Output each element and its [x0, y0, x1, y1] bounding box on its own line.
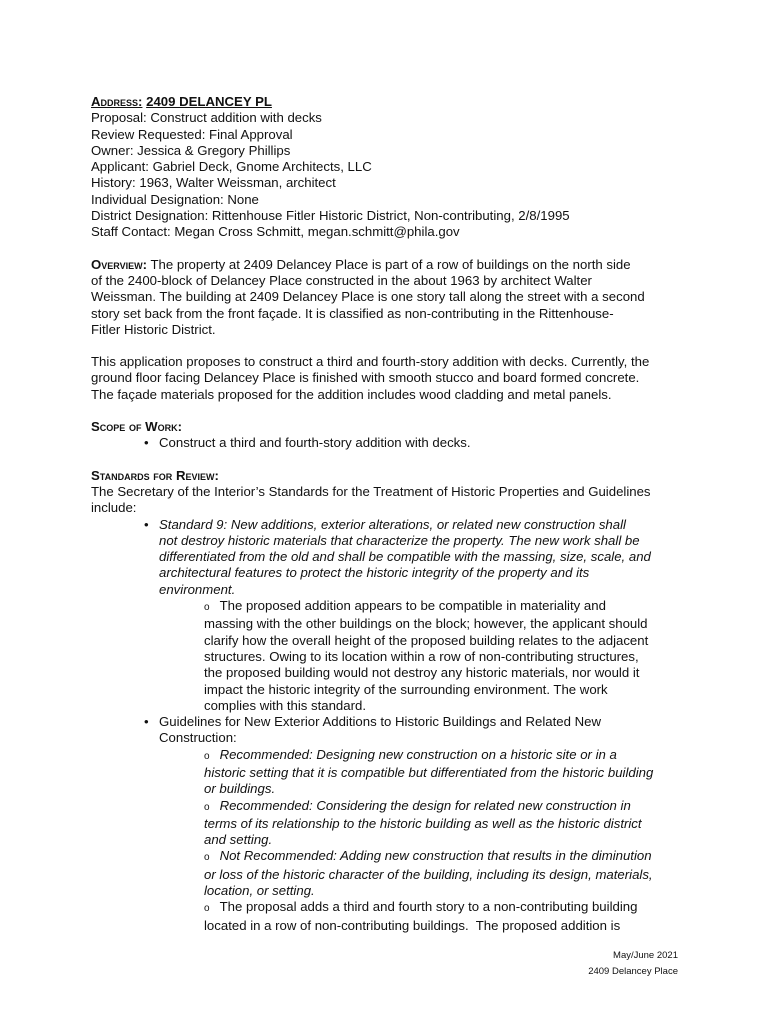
circle-marker: o [204, 801, 210, 813]
bullet-marker: • [144, 714, 149, 730]
address-value: 2409 DELANCEY PL [146, 94, 272, 109]
guidelines-line-2: Construction: [159, 730, 237, 746]
overview-line-2: of the 2400-block of Delancey Place constructed in the about 1963 by architect Walter [91, 272, 592, 288]
staff-contact-line: Staff Contact: Megan Cross Schmitt, megan.schmitt@phila.gov [91, 224, 460, 240]
overview-line-1 [91, 257, 691, 273]
owner-line: Owner: Jessica & Gregory Phillips [91, 142, 291, 158]
notrec-line-2: or loss of the historic character of the building, including its design, materials, [204, 866, 653, 882]
standard9-line-5: environment. [159, 581, 236, 597]
overview-label: Overview: [91, 256, 147, 272]
standard9-sub-line-5: the proposed building would not destroy any historic materials, nor would it [204, 665, 640, 681]
bullet-marker: • [144, 516, 149, 532]
bullet-marker: • [144, 435, 149, 451]
address-label: Address: [91, 94, 143, 109]
overview-line-4: story set back from the front façade. It is classified as non-contributing in the Rittenhouse- [91, 305, 614, 321]
notrec-line-3: location, or setting. [204, 883, 315, 899]
standard9-sub-item [91, 598, 691, 714]
standard9-sub-line-7: complies with this standard. [204, 697, 366, 713]
application-line-3: The façade materials proposed for the addition includes wood cladding and metal panels. [91, 386, 612, 402]
recommended-1-item [91, 747, 691, 798]
standard9-line-3: differentiated from the old and shall be compatible with the massing, size, scale, and [159, 549, 651, 565]
page-footer [588, 948, 678, 980]
history-line: History: 1963, Walter Weissman, architect [91, 175, 336, 191]
overview-line-5: Fitler Historic District. [91, 321, 216, 337]
guidelines-item [91, 714, 691, 747]
standard9-sub-line-6: impact the historic integrity of the surrounding environment. The work [204, 681, 608, 697]
scope-bullet-text: Construct a third and fourth-story addition with decks. [159, 435, 471, 451]
standard9-line-1 [91, 517, 691, 533]
applicant-line: Applicant: Gabriel Deck, Gnome Architects, LLC [91, 159, 372, 175]
document-body [91, 94, 691, 934]
recommended-2-item [91, 798, 691, 849]
standard9-sub-line-3: clarify how the overall height of the proposed building relates to the adjacent [204, 632, 649, 648]
standards-label: Standards for Review: [91, 467, 219, 483]
overview-text-1: The property at 2409 Delancey Place is part of a row of buildings on the north side [150, 256, 631, 272]
circle-marker: o [204, 903, 210, 915]
rec2-line-3: and setting. [204, 832, 273, 848]
rec2-text-1: Recommended: Considering the design for related new construction in [219, 797, 631, 813]
standard9-line-4: architectural features to protect the historic integrity of the property and its [159, 565, 590, 581]
proposal-line-2: located in a row of non-contributing buildings. The proposed addition is [204, 917, 621, 933]
standard9-line-2: not destroy historic materials that characterize the property. The new work shall be [159, 532, 640, 548]
rec1-line-1 [204, 747, 691, 765]
rec1-line-2: historic setting that it is compatible but differentiated from the historic building [204, 764, 654, 780]
rec1-line-3: or buildings. [204, 781, 276, 797]
address-line [91, 94, 691, 110]
district-designation-line: District Designation: Rittenhouse Fitler Historic District, Non-contributing, 2/8/1995 [91, 208, 570, 224]
circle-marker: o [204, 602, 210, 614]
standards-intro-1: The Secretary of the Interior’s Standards for the Treatment of Historic Properties and Guidelines [91, 483, 651, 499]
overview-line-3: Weissman. The building at 2409 Delancey Place is one story tall along the street with a second [91, 289, 645, 305]
standard9-sub-line-1 [204, 598, 691, 616]
not-recommended-item [91, 848, 691, 899]
guidelines-line-1 [91, 714, 691, 730]
standard9-item [91, 517, 691, 598]
scope-bullet-item [91, 435, 691, 451]
proposal-line-1 [204, 899, 691, 917]
notrec-text-1: Not Recommended: Adding new construction that results in the diminution [219, 848, 652, 864]
guidelines-text-1: Guidelines for New Exterior Additions to Historic Buildings and Related New [159, 714, 601, 730]
application-line-1: This application proposes to construct a third and fourth-story addition with decks. Currently, the [91, 354, 650, 370]
review-line: Review Requested: Final Approval [91, 126, 293, 142]
proposal-assessment-item [91, 899, 691, 934]
standards-intro-2: include: [91, 500, 137, 516]
application-line-2: ground floor facing Delancey Place is finished with smooth stucco and board formed concrete. [91, 370, 640, 386]
rec2-line-1 [204, 798, 691, 816]
standard9-sub-text-1: The proposed addition appears to be compatible in materiality and [219, 598, 606, 614]
circle-marker: o [204, 750, 210, 762]
proposal-line: Proposal: Construct addition with decks [91, 110, 322, 126]
proposal-text-1: The proposal adds a third and fourth story to a non-contributing building [219, 899, 638, 915]
rec1-text-1: Recommended: Designing new construction on a historic site or in a [219, 746, 617, 762]
standard9-sub-line-4: structures. Owing to its location within a row of non-contributing structures, [204, 648, 639, 664]
footer-date: May/June 2021 [613, 950, 678, 961]
circle-marker: o [204, 852, 210, 864]
scope-label: Scope of Work: [91, 419, 182, 435]
rec2-line-2: terms of its relationship to the historic building as well as the historic district [204, 815, 642, 831]
standard9-sub-line-2: massing with the other buildings on the block; however, the applicant should [204, 616, 648, 632]
standard9-text-1: Standard 9: New additions, exterior alterations, or related new construction shall [159, 516, 626, 532]
footer-address: 2409 Delancey Place [588, 966, 678, 977]
notrec-line-1 [204, 848, 691, 866]
individual-designation-line: Individual Designation: None [91, 191, 259, 207]
